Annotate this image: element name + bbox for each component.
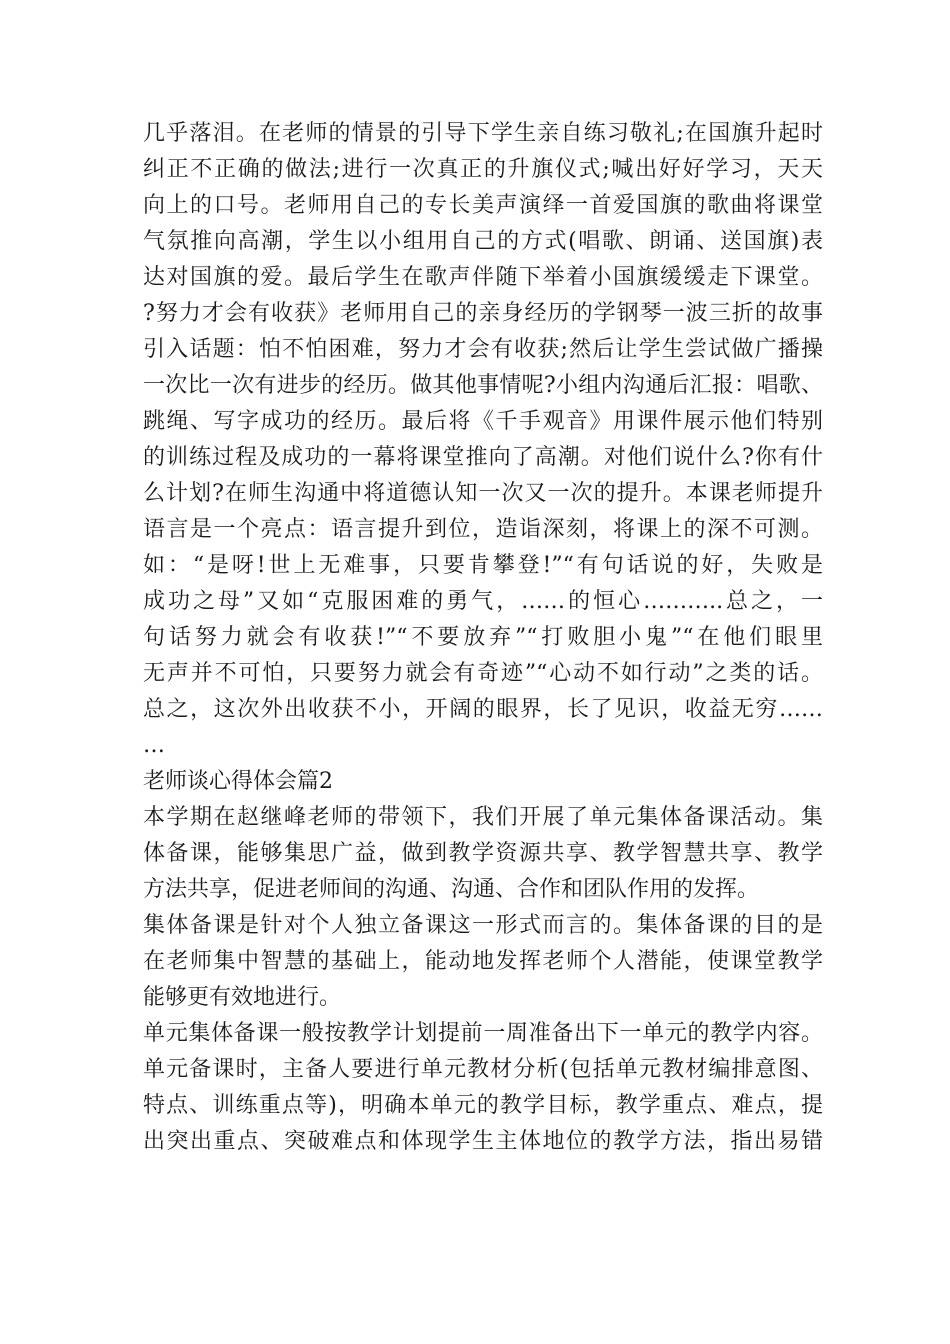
paragraph-line: 语言是一个亮点：语言提升到位，造诣深刻，将课上的深不可测。 — [143, 517, 823, 542]
paragraph-line: 气氛推向高潮，学生以小组用自己的方式(唱歌、朗诵、送国旗)表 — [143, 229, 823, 254]
paragraph-line: 达对国旗的爱。最后学生在歌声伴随下举着小国旗缓缓走下课堂。 — [143, 265, 823, 290]
paragraph-line: 单元集体备课一般按教学计划提前一周准备出下一单元的教学内容。 — [143, 1021, 823, 1046]
paragraph-line: 一次比一次有进步的经历。做其他事情呢?小组内沟通后汇报：唱歌、 — [143, 373, 823, 398]
paragraph-line: 总之，这次外出收获不小，开阔的眼界，长了见识，收益无穷…… — [143, 697, 823, 722]
paragraph-line: 特点、训练重点等)，明确本单元的教学目标，教学重点、难点，提 — [143, 1093, 823, 1118]
paragraph-line: 单元备课时，主备人要进行单元教材分析(包括单元教材编排意图、 — [143, 1057, 823, 1082]
paragraph-line: 么计划?在师生沟通中将道德认知一次又一次的提升。本课老师提升 — [143, 481, 823, 506]
section-heading: 老师谈心得体会篇2 — [143, 769, 333, 794]
paragraph-line: 能够更有效地进行。 — [143, 985, 342, 1010]
paragraph-line: 纠正不正确的做法;进行一次真正的升旗仪式;喊出好好学习，天天 — [143, 157, 823, 182]
paragraph-line: 跳绳、写字成功的经历。最后将《千手观音》用课件展示他们特别 — [143, 409, 823, 434]
document-body — [143, 116, 823, 1160]
paragraph-line: … — [143, 733, 165, 758]
paragraph-line: 引入话题：怕不怕困难，努力才会有收获;然后让学生尝试做广播操 — [143, 337, 823, 362]
paragraph-line: 几乎落泪。在老师的情景的引导下学生亲自练习敬礼;在国旗升起时 — [143, 121, 823, 146]
paragraph-line: 的训练过程及成功的一幕将课堂推向了高潮。对他们说什么?你有什 — [143, 445, 823, 470]
paragraph-line: 无声并不可怕，只要努力就会有奇迹”“心动不如行动”之类的话。 — [143, 661, 823, 686]
paragraph-line: 如：“是呀!世上无难事，只要肯攀登!”“有句话说的好，失败是 — [143, 553, 823, 578]
paragraph-line: 成功之母”又如“克服困难的勇气，……的恒心………..总之，一 — [143, 589, 823, 614]
paragraph-line: 本学期在赵继峰老师的带领下，我们开展了单元集体备课活动。集 — [143, 805, 823, 830]
paragraph-line: 在老师集中智慧的基础上，能动地发挥老师个人潜能，使课堂教学 — [143, 949, 823, 974]
paragraph-line: ?努力才会有收获》老师用自己的亲身经历的学钢琴一波三折的故事 — [143, 301, 823, 326]
paragraph-line: 句话努力就会有收获!”“不要放弃”“打败胆小鬼”“在他们眼里 — [143, 625, 823, 650]
paragraph-line: 体备课，能够集思广益，做到教学资源共享、教学智慧共享、教学 — [143, 841, 823, 866]
paragraph-line: 出突出重点、突破难点和体现学生主体地位的教学方法，指出易错 — [143, 1129, 823, 1154]
paragraph-line: 集体备课是针对个人独立备课这一形式而言的。集体备课的目的是 — [143, 913, 823, 938]
paragraph-line: 方法共享，促进老师间的沟通、沟通、合作和团队作用的发挥。 — [143, 877, 760, 902]
paragraph-line: 向上的口号。老师用自己的专长美声演绎一首爱国旗的歌曲将课堂 — [143, 193, 823, 218]
